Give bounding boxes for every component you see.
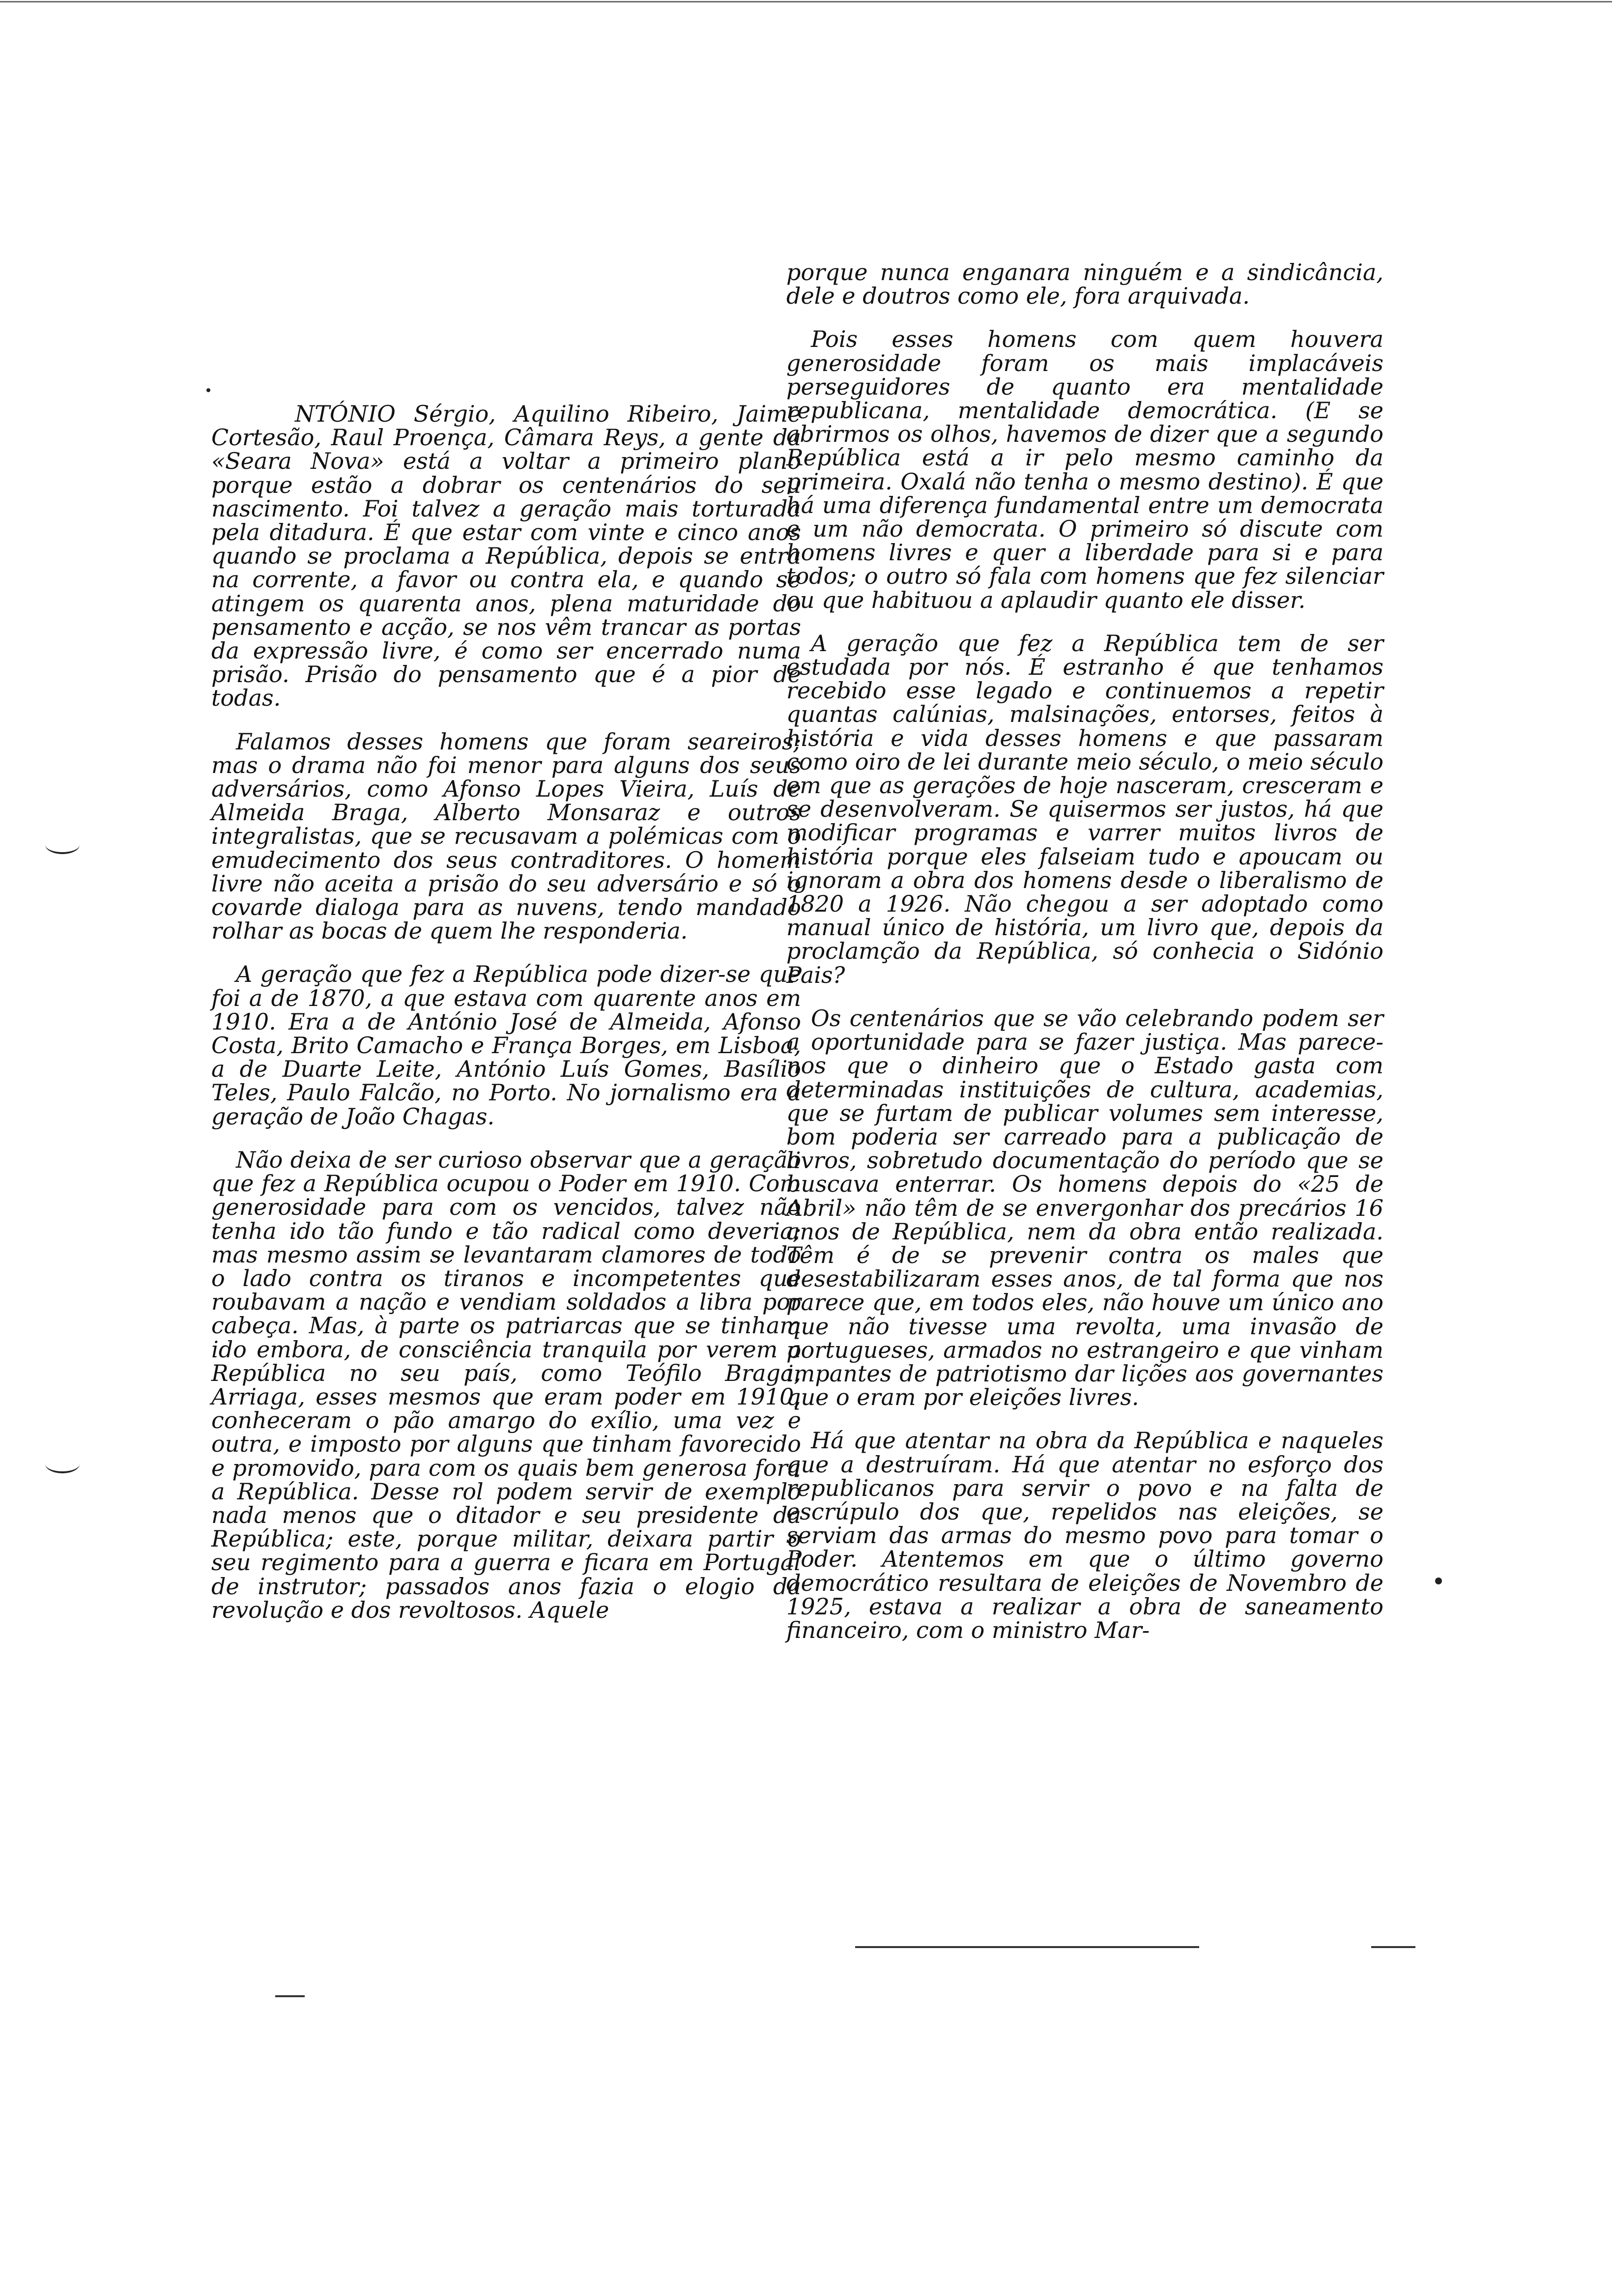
paragraph: A geração que fez a República tem de ser estudada por nós. É estranho é que tenhamos recebido esse legado e continuemos a repetir quantas calúnias, malsinações, entorses, feitos à história e vida desses homens e que passaram como oiro de lei durante meio século, o meio século em que as gerações de hoje nasceram, cresceram e se desenvolveram. Se quisermos ser justos, há que modificar programas e varrer muitos livros de história porque eles falseiam tudo e apoucam ou ignoram a obra dos homens desde o liberalismo de 1820 a 1926. Não chegou a ser adoptado como manual único de história, um livro que, depois da proclamção da República, só conhecia o Sidónio Pais? — [786, 630, 1383, 988]
paragraph: NTÓNIO Sérgio, Aquilino Ribeiro, Jaime Cortesão, Raul Proença, Câmara Reys, a gente da «Seara Nova» está a voltar a primeiro plano porque estão a dobrar os centenários do seu nascimento. Foi talvez a geração mais torturada pela ditadura. É que estar com vinte e cinco anos quando se proclama a República, depois se entra na corrente, a favor ou contra ela, e quando se atingem os quarenta anos, plena maturidade do pensamento e acção, se nos vêm trancar as portas da expressão livre, é como ser encerrado numa prisão. Prisão do pensamento que é a pior de todas. — [211, 401, 801, 712]
footer-rule — [855, 1946, 1199, 1948]
article-right-column — [786, 260, 1383, 1642]
punch-hole-mark — [45, 1455, 80, 1473]
footer-rule — [275, 1995, 305, 1997]
paragraph: A geração que fez a República pode dizer-se que foi a de 1870, a que estava com quarente anos em 1910. Era a de António José de Almeida, Afonso Costa, Brito Camacho e França Borges, em Lisboa, a de Duarte Leite, António Luís Gomes, Basílio Teles, Paulo Falcão, no Porto. No jornalismo era a geração de João Chagas. — [211, 961, 801, 1130]
scan-top-edge — [0, 1, 1612, 2]
ink-speck — [206, 388, 210, 392]
paragraph: Não deixa de ser curioso observar que a geração que fez a República ocupou o Poder em 1910. Com generosidade para com os vencidos, talvez não tenha ido tão fundo e tão radical como deveria; mas mesmo assim se levantaram clamores de todo o lado contra os tiranos e incompetentes que roubavam a nação e vendiam soldados a libra por cabeça. Mas, à parte os patriarcas que se tinham ido embora, de consciência tranquila por verem a República no seu país, como Teófilo Braga, Arriaga, esses mesmos que eram poder em 1910, conheceram o pão amargo do exílio, uma vez e outra, e imposto por alguns que tinham favorecido e promovido, para com os quais bem generosa fora a República. Desse rol podem servir de exemplo nada menos que o ditador e seu presidente da República; este, porque militar, deixara partir o seu regimento para a guerra e ficara em Portugal de instrutor; passados anos fazia o elogio da revolução e dos revoltosos. Aquele — [211, 1146, 801, 1623]
paragraph: Os centenários que se vão celebrando podem ser a oportunidade para se fazer justiça. Mas parece-nos que o dinheiro que o Estado gasta com determinadas instituições de cultura, academias, que se furtam de publicar volumes sem interesse, bom poderia ser carreado para a publicação de livros, sobretudo documentação do período que se buscava enterrar. Os homens depois do «25 de Abril» não têm de se envergonhar dos precários 16 anos de República, nem da obra então realizada. Têm é de se prevenir contra os males que desestabilizaram esses anos, de tal forma que nos parece que, em todos eles, não houve um único ano que não tivesse uma revolta, uma invasão de portugueses, armados no estrangeiro e que vinham impantes de patriotismo dar lições aos governantes que o eram por eleições livres. — [786, 1004, 1383, 1411]
punch-hole-mark — [45, 835, 80, 854]
article-left-column — [211, 402, 801, 1622]
footer-rule — [1371, 1946, 1415, 1948]
ink-speck — [1435, 1578, 1442, 1584]
paragraph: Falamos desses homens que foram seareiros; mas o drama não foi menor para alguns dos seus adversários, como Afonso Lopes Vieira, Luís de Almeida Braga, Alberto Monsaraz e outros integralistas, que se recusavam a polémicas com o emudecimento dos seus contraditores. O homem livre não aceita a prisão do seu adversário e só o covarde dialoga para as nuvens, tendo mandado rolhar as bocas de quem lhe responderia. — [211, 728, 801, 945]
paragraph: porque nunca enganara ninguém e a sindicância, dele e doutros como ele, fora arquivada. — [786, 259, 1383, 310]
paragraph: Pois esses homens com quem houvera generosidade foram os mais implacáveis perseguidores de quanto era mentalidade republicana, mentalidade democrática. (E se abrirmos os olhos, havemos de dizer que a segundo República está a ir pelo mesmo caminho da primeira. Oxalá não tenha o mesmo destino). É que há uma diferença fundamental entre um democrata e um não democrata. O primeiro só discute com homens livres e quer a liberdade para si e para todos; o outro só fala com homens que fez silenciar ou que habituou a aplaudir quanto ele disser. — [786, 326, 1383, 613]
paragraph: Há que atentar na obra da República e naqueles que a destruíram. Há que atentar no esforço dos republicanos para servir o povo e na falta de escrúpulo dos que, repelidos nas eleições, se serviam das armas do mesmo povo para tomar o Poder. Atentemos em que o último governo democrático resultara de eleições de Novembro de 1925, estava a realizar a obra de saneamento financeiro, com o ministro Mar- — [786, 1427, 1383, 1643]
